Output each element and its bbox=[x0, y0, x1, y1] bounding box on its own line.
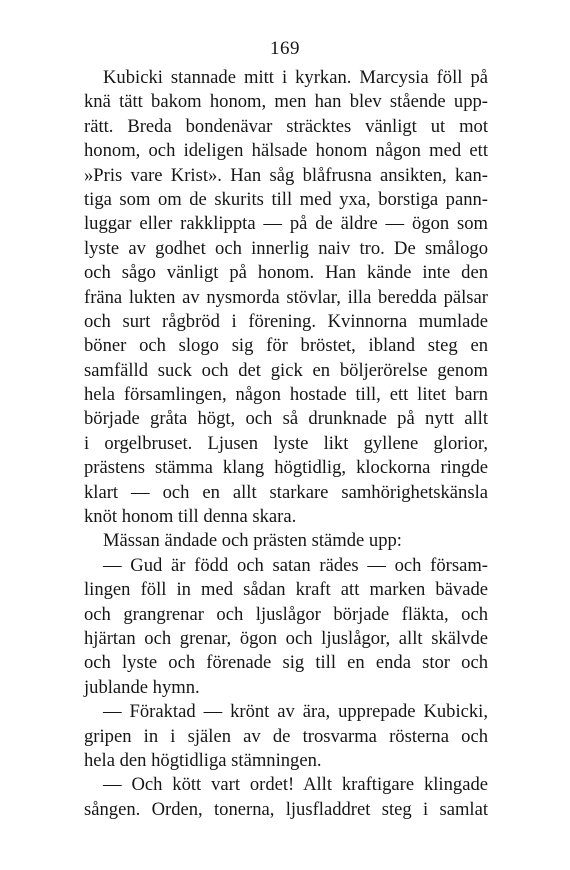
text-line: — Föraktad — krönt av ära, upprepade Kubicki, bbox=[103, 701, 488, 723]
text-line: hjärtan och grenar, ögon och ljuslågor, allt skälvde bbox=[84, 627, 488, 649]
text-line: och lyste och förenade sig till en enda stor och bbox=[84, 652, 488, 674]
text-line: samfälld suck och det gick en böljerörelse genom bbox=[84, 359, 488, 381]
text-line: prästens stämma klang högtidlig, klockorna ringde bbox=[84, 457, 488, 479]
text-line: luggar eller rakklippta — på de äldre — ögon som bbox=[84, 213, 488, 235]
text-line: klart — och en allt starkare samhörighetskänsla bbox=[84, 481, 488, 503]
text-line: — Gud är född och satan rädes — och försam- bbox=[103, 554, 488, 576]
text-line: och grangrenar och ljuslågor började fläkta, och bbox=[84, 603, 488, 625]
text-line: och sågo vänligt på honom. Han kände inte den bbox=[84, 262, 488, 284]
text-line: fräna lukten av nysmorda stövlar, illa beredda pälsar bbox=[84, 286, 488, 308]
text-line: »Pris vare Krist». Han såg blåfrusna ansikten, kan- bbox=[84, 164, 488, 186]
text-line: lingen föll in med sådan kraft att marken bävade bbox=[84, 579, 488, 601]
text-line: och surt rågbröd i förening. Kvinnorna mumlade bbox=[84, 310, 488, 332]
page-number: 169 bbox=[270, 38, 300, 59]
text-line: Mässan ändade och prästen stämde upp: bbox=[103, 530, 402, 552]
text-line: Kubicki stannade mitt i kyrkan. Marcysia föll på bbox=[103, 67, 488, 88]
text-line: i orgelbruset. Ljusen lyste likt gyllene glorior, bbox=[84, 432, 488, 454]
text-line: hela den högtidliga stämningen. bbox=[84, 749, 322, 771]
text-line: började gråta högt, och så drunknade på nytt allt bbox=[84, 408, 488, 430]
text-line: hela församlingen, någon hostade till, ett litet barn bbox=[84, 384, 488, 406]
text-line: gripen in i själen av de trosvarma rösterna och bbox=[84, 725, 488, 747]
text-line: böner och slogo sig för bröstet, ibland steg en bbox=[84, 335, 488, 357]
text-line: knä tätt bakom honom, men han blev stående upp- bbox=[84, 91, 488, 113]
text-line: tiga som om de skurits till med yxa, borstiga pann- bbox=[84, 188, 488, 210]
text-line: jublande hymn. bbox=[84, 676, 200, 698]
text-line: lyste av godhet och innerlig naiv tro. De smålogo bbox=[84, 237, 488, 259]
text-line: knöt honom till denna skara. bbox=[84, 506, 297, 528]
text-line: sången. Orden, tonerna, ljusfladdret steg i samlat bbox=[84, 798, 488, 820]
body-text bbox=[84, 66, 488, 822]
text-line: honom, och ideligen hälsade honom någon med ett bbox=[84, 140, 488, 162]
text-line: — Och kött vart ordet! Allt kraftigare klingade bbox=[103, 774, 488, 796]
text-line: rätt. Breda bondenävar sträcktes vänligt ut mot bbox=[84, 115, 488, 137]
